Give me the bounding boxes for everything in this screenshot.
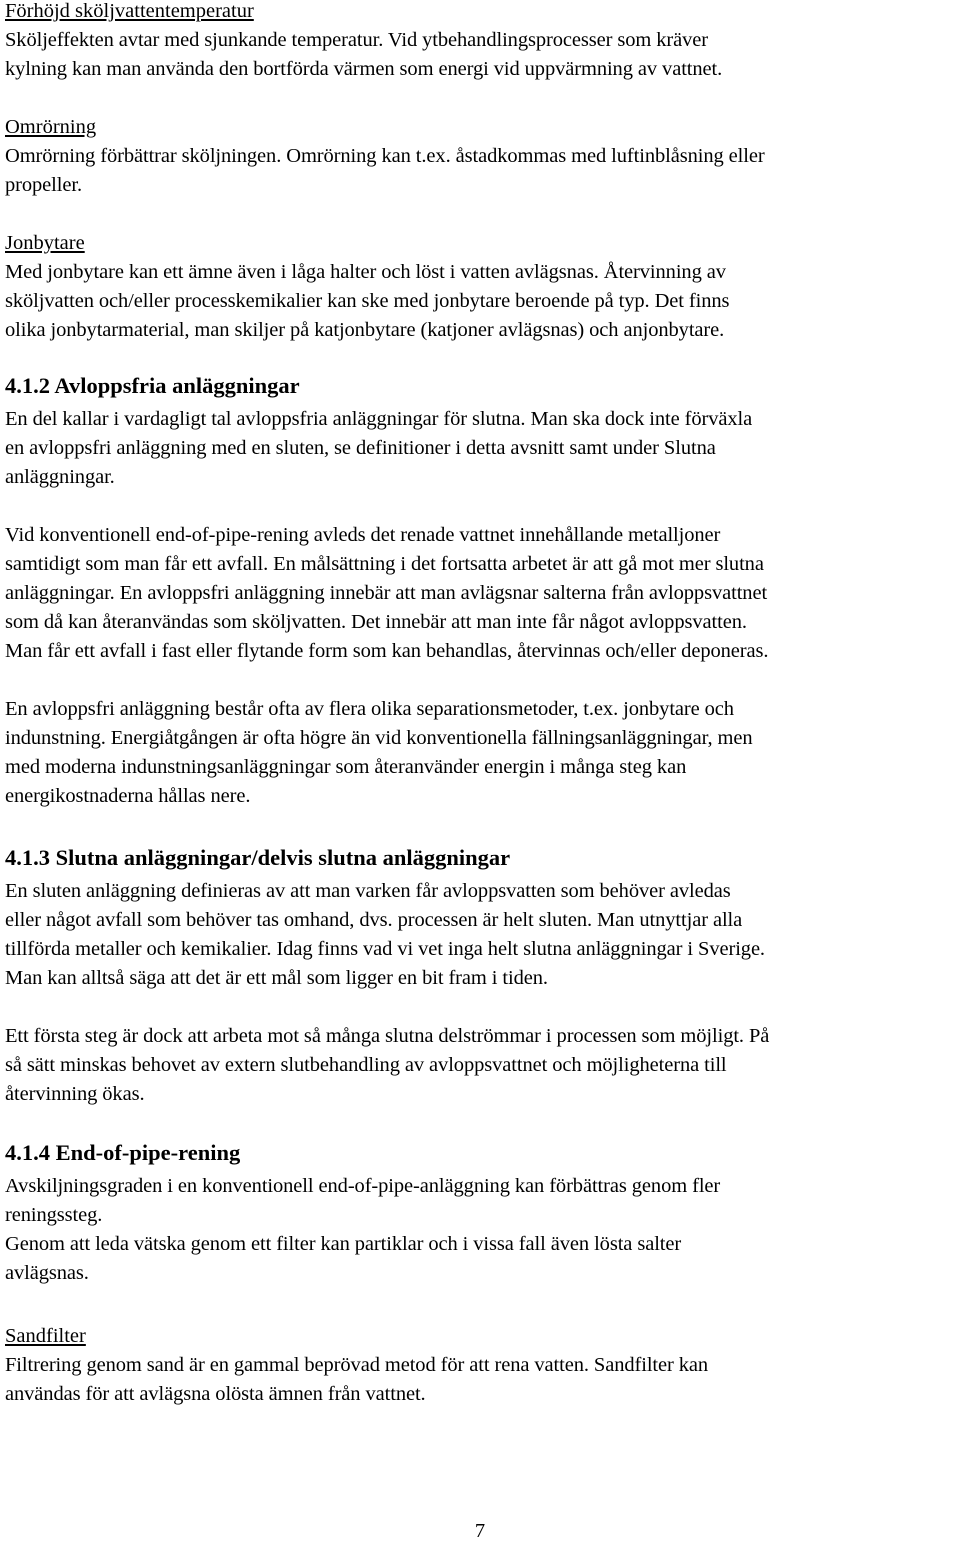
section-4-1-4 <box>5 1138 720 1288</box>
paragraph <box>5 877 769 993</box>
text-line: Omrörning förbättrar sköljningen. Omrörning kan t.ex. åstadkommas med luftinblåsning eller <box>5 145 765 167</box>
text-line: sköljvatten och/eller processkemikalier kan ske med jonbytare beroende på typ. Det finns <box>5 290 730 312</box>
paragraph-omrorning <box>5 142 765 200</box>
section-4-1-2 <box>5 371 768 811</box>
text-line: Filtrering genom sand är en gammal beprövad metod för att rena vatten. Sandfilter kan <box>5 1354 709 1376</box>
subheading-jonbytare: Jonbytare <box>5 232 85 254</box>
text-line: Vid konventionell end-of-pipe-rening avleds det renade vattnet innehållande metalljoner <box>5 524 721 546</box>
heading-end-of-pipe-rening: 4.1.4 End-of-pipe-rening <box>5 1140 241 1165</box>
section-sandfilter <box>5 1322 708 1409</box>
text-line: Sköljeffekten avtar med sjunkande temperatur. Vid ytbehandlingsprocesser som kräver <box>5 29 709 51</box>
text-line: kylning kan man använda den bortförda värmen som energi vid uppvärmning av vattnet. <box>5 58 723 80</box>
text-line: Genom att leda vätska genom ett filter kan partiklar och i vissa fall även lösta salter <box>5 1233 682 1255</box>
text-line: avlägsnas. <box>5 1262 89 1284</box>
section-temperature <box>5 0 722 84</box>
text-line: anläggningar. En avloppsfri anläggning innebär att man avlägsnar salterna från avloppsvattnet <box>5 582 768 604</box>
section-jonbytare <box>5 229 729 345</box>
subheading-sandfilter: Sandfilter <box>5 1325 86 1347</box>
text-line: Man kan alltså säga att det är ett mål som ligger en bit fram i tiden. <box>5 967 548 989</box>
paragraph <box>5 1172 720 1230</box>
text-line: En sluten anläggning definieras av att man varken får avloppsvatten som behöver avledas <box>5 880 731 902</box>
text-line: Ett första steg är dock att arbeta mot så många slutna delströmmar i processen som möjligt. På <box>5 1025 770 1047</box>
section-omrorning <box>5 113 765 200</box>
heading-avloppsfria-anlaggningar: 4.1.2 Avloppsfria anläggningar <box>5 373 300 398</box>
text-line: olika jonbytarmaterial, man skiljer på katjonbytare (katjoner avlägsnas) och anjonbytare. <box>5 319 725 341</box>
subheading-temperature: Förhöjd sköljvattentemperatur <box>5 0 254 22</box>
paragraph-jonbytare <box>5 258 729 345</box>
text-line: samtidigt som man får ett avfall. En målsättning i det fortsatta arbetet är att gå mot mer slutna <box>5 553 764 575</box>
text-line: Med jonbytare kan ett ämne även i låga halter och löst i vatten avlägsnas. Återvinning av <box>5 261 726 283</box>
text-line: som då kan återanvändas som sköljvatten. Det innebär att man inte får något avloppsvatten. <box>5 611 747 633</box>
page-number: 7 <box>474 1520 486 1542</box>
text-line: En del kallar i vardagligt tal avloppsfria anläggningar för slutna. Man ska dock inte förväxla <box>5 408 753 430</box>
paragraph <box>5 695 768 811</box>
text-line: Avskiljningsgraden i en konventionell end-of-pipe-anläggning kan förbättras genom fler <box>5 1175 721 1197</box>
text-line: En avloppsfri anläggning består ofta av flera olika separationsmetoder, t.ex. jonbytare och <box>5 698 734 720</box>
text-line: anläggningar. <box>5 466 115 488</box>
paragraph-sandfilter <box>5 1351 708 1409</box>
text-line: reningssteg. <box>5 1204 103 1226</box>
paragraph <box>5 1022 769 1109</box>
text-line: användas för att avlägsna olösta ämnen från vattnet. <box>5 1383 426 1405</box>
paragraph-temperature <box>5 26 722 84</box>
text-line: propeller. <box>5 174 82 196</box>
text-line: tillförda metaller och kemikalier. Idag finns vad vi vet inga helt slutna anläggningar i Sverige. <box>5 938 765 960</box>
text-line: en avloppsfri anläggning med en sluten, se definitioner i detta avsnitt samt under Slutna <box>5 437 716 459</box>
paragraph <box>5 1230 720 1288</box>
heading-slutna-anlaggningar: 4.1.3 Slutna anläggningar/delvis slutna anläggningar <box>5 845 511 870</box>
text-line: med moderna indunstningsanläggningar som återanvänder energin i många steg kan <box>5 756 687 778</box>
text-line: så sätt minskas behovet av extern slutbehandling av avloppsvattnet och möjligheterna till <box>5 1054 727 1076</box>
text-line: Man får ett avfall i fast eller flytande form som kan behandlas, återvinnas och/eller deponeras. <box>5 640 769 662</box>
section-4-1-3 <box>5 843 769 1109</box>
text-line: återvinning ökas. <box>5 1083 145 1105</box>
text-line: indunstning. Energiåtgången är ofta högre än vid konventionella fällningsanläggningar, men <box>5 727 753 749</box>
text-line: eller något avfall som behöver tas omhand, dvs. processen är helt sluten. Man utnyttjar alla <box>5 909 743 931</box>
text-line: energikostnaderna hållas nere. <box>5 785 251 807</box>
paragraph <box>5 521 768 666</box>
subheading-omrorning: Omrörning <box>5 116 97 138</box>
paragraph <box>5 405 768 492</box>
